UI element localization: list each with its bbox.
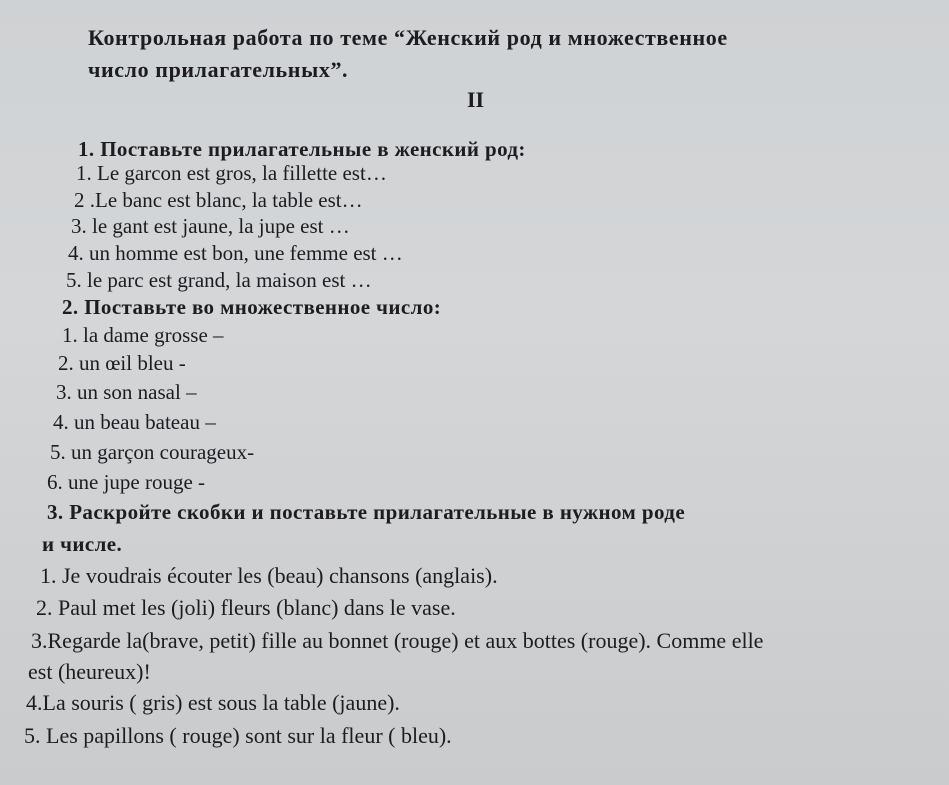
- task1-item-5: 5. le parc est grand, la maison est …: [66, 268, 372, 292]
- title-line-2: число прилагательных”.: [88, 57, 349, 82]
- variant-number: II: [467, 87, 485, 112]
- task2-item-5: 5. un garçon courageux-: [50, 440, 255, 464]
- task1-item-4: 4. un homme est bon, une femme est …: [68, 241, 403, 265]
- title-line-1: Контрольная работа по теме “Женский род и множественное: [88, 25, 728, 50]
- task3-item-3-continued: est (heureux)!: [28, 659, 151, 684]
- document-title: [88, 22, 888, 86]
- task2-heading: 2. Поставьте во множественное число:: [62, 295, 442, 319]
- task3-item-4: 4.La souris ( gris) est sous la table (jaune).: [26, 690, 400, 715]
- task1-item-2: 2 .Le banc est blanc, la table est…: [74, 188, 363, 212]
- task3-item-3: 3.Regarde la(brave, petit) fille au bonnet (rouge) et aux bottes (rouge). Comme elle: [31, 628, 764, 653]
- task2-item-3: 3. un son nasal –: [56, 380, 197, 404]
- task1-heading: 1. Поставьте прилагательные в женский род:: [78, 137, 526, 161]
- task3-heading-line-2: и числе.: [42, 532, 123, 556]
- task1-item-1: 1. Le garcon est gros, la fillette est…: [76, 161, 387, 185]
- task2-item-6: 6. une jupe rouge -: [47, 470, 206, 494]
- task2-item-4: 4. un beau bateau –: [53, 410, 216, 434]
- task2-item-1: 1. la dame grosse –: [62, 323, 224, 347]
- task3-item-1: 1. Je voudrais écouter les (beau) chansons (anglais).: [40, 563, 498, 588]
- task3-item-2: 2. Paul met les (joli) fleurs (blanc) dans le vase.: [36, 595, 456, 620]
- task1-item-3: 3. le gant est jaune, la jupe est …: [71, 214, 350, 238]
- task3-heading-line-1: 3. Раскройте скобки и поставьте прилагательные в нужном роде: [47, 500, 686, 524]
- task2-item-2: 2. un œil bleu -: [58, 351, 186, 375]
- task3-item-5: 5. Les papillons ( rouge) sont sur la fleur ( bleu).: [24, 723, 452, 748]
